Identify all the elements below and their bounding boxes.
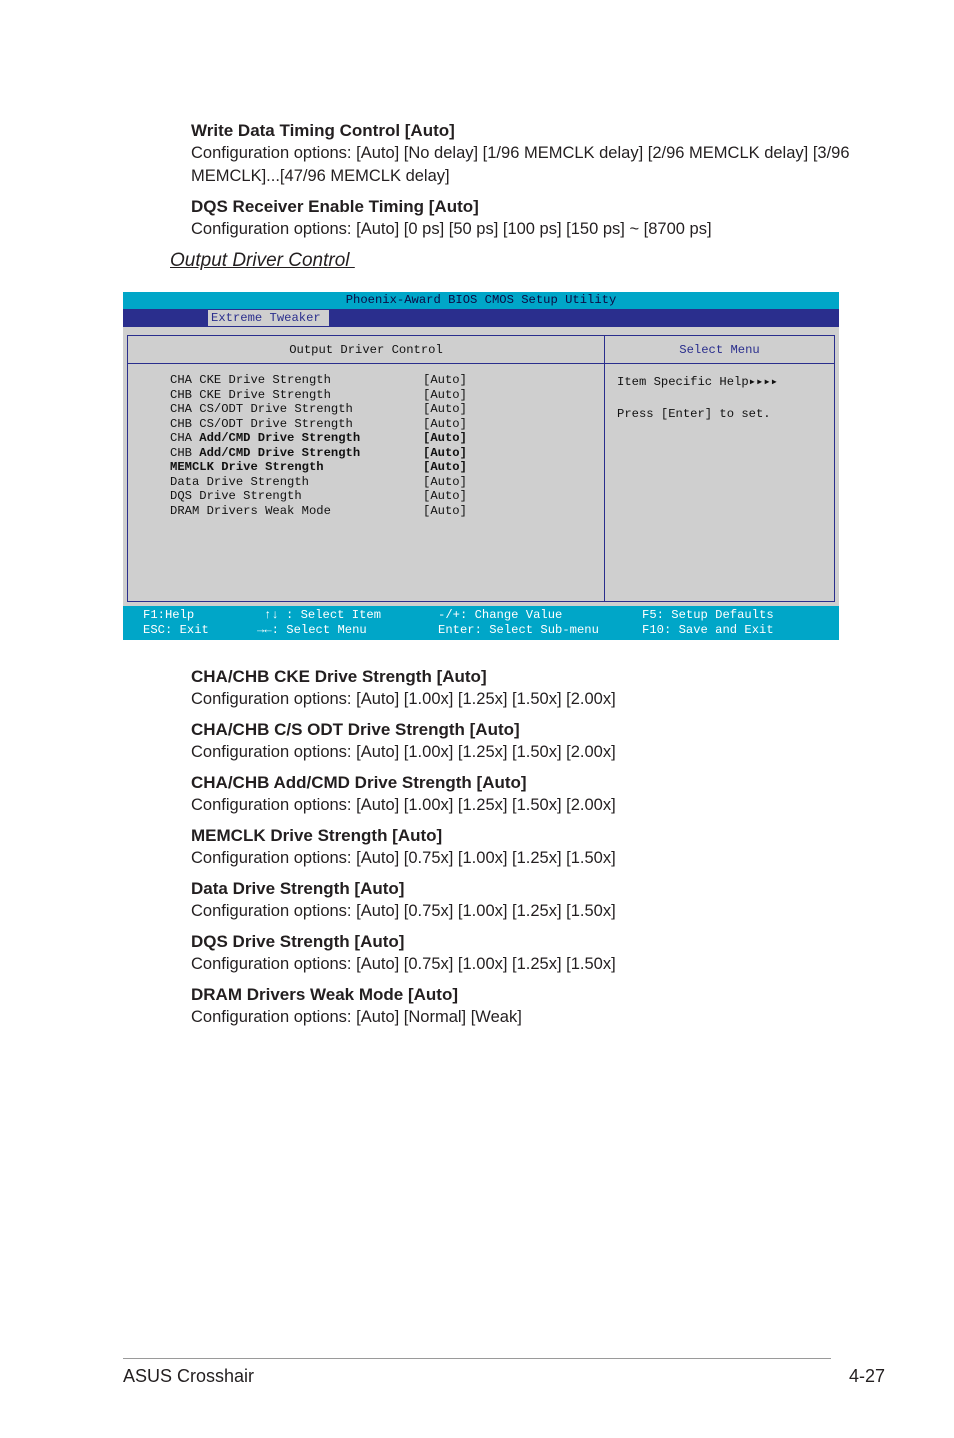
key-save-exit: F10: Save and Exit (642, 623, 774, 637)
bios-item-dram-weak[interactable] (170, 504, 483, 519)
csodt-drive-section (191, 718, 851, 764)
footer-title: ASUS Crosshair (123, 1366, 255, 1386)
section-title: Data Drive Strength [Auto] (191, 879, 405, 898)
section-body: Configuration options: [Auto] [No delay] [1/96 MEMCLK delay] [2/96 MEMCLK delay] [3/96 MEMCLK]...[47/96 MEMCLK delay] (191, 144, 850, 185)
bios-item-cha-cke[interactable] (170, 373, 483, 388)
key-enter-submenu: Enter: Select Sub-menu (438, 623, 599, 637)
bios-item-list (170, 373, 483, 518)
section-body: Configuration options: [Auto] [Normal] [Weak] (191, 1008, 522, 1026)
item-value: [Auto] (423, 489, 467, 503)
page-number: 4-27 (848, 1366, 885, 1386)
bios-item-chb-addcmd[interactable]: CHB Add/CMD Drive Strength [Auto] (170, 446, 483, 461)
key-esc-exit: ESC: Exit (143, 623, 209, 637)
bios-item-data-drive[interactable] (170, 475, 483, 490)
item-label: Data Drive Strength (170, 474, 309, 489)
item-value: [Auto] (423, 416, 467, 431)
item-label: DQS Drive Strength (170, 489, 302, 503)
section-title: DRAM Drivers Weak Mode [Auto] (191, 985, 458, 1004)
section-body: Configuration options: [Auto] [1.00x] [1.25x] [1.50x] [2.00x] (191, 743, 616, 761)
item-label: Add/CMD Drive Strength (199, 431, 361, 445)
item-value: [Auto] (423, 460, 467, 474)
item-label: CHA CKE Drive Strength (170, 373, 331, 387)
section-title: Write Data Timing Control [Auto] (191, 121, 455, 140)
bios-screen (123, 292, 839, 640)
section-body: Configuration options: [Auto] [0.75x] [1.00x] [1.25x] [1.50x] (191, 849, 616, 867)
bios-item-chb-cke[interactable] (170, 388, 483, 403)
dqs-receiver-section (191, 195, 851, 241)
item-label: CHB CS/ODT Drive Strength (170, 416, 353, 431)
section-title: CHA/CHB C/S ODT Drive Strength [Auto] (191, 720, 520, 739)
item-value: [Auto] (423, 373, 467, 387)
section-body: Configuration options: [Auto] [0 ps] [50 ps] [100 ps] [150 ps] ~ [8700 ps] (191, 220, 712, 238)
bios-menu-bar (123, 309, 839, 327)
subsection-heading: Output Driver Control (170, 250, 355, 271)
bios-key-legend (123, 606, 839, 640)
item-label: CHB CKE Drive Strength (170, 387, 331, 402)
bios-main-panel (127, 335, 605, 602)
section-body: Configuration options: [Auto] [1.00x] [1.25x] [1.50x] [2.00x] (191, 690, 616, 708)
item-value: [Auto] (423, 503, 467, 518)
bios-item-memclk[interactable] (170, 460, 483, 475)
section-title: DQS Drive Strength [Auto] (191, 932, 405, 951)
section-title: CHA/CHB Add/CMD Drive Strength [Auto] (191, 773, 527, 792)
item-label: MEMCLK Drive Strength (170, 460, 324, 474)
section-body: Configuration options: [Auto] [0.75x] [1.00x] [1.25x] [1.50x] (191, 902, 616, 920)
tab-extreme-tweaker[interactable]: Extreme Tweaker (208, 310, 329, 326)
bios-item-cha-addcmd[interactable]: CHA Add/CMD Drive Strength [Auto] (170, 431, 483, 446)
help-text: Item Specific Help▸▸▸▸ Press [Enter] to set. (617, 375, 778, 421)
item-label: Add/CMD Drive Strength (199, 445, 361, 460)
dqs-drive-section (191, 930, 851, 976)
footer-divider (123, 1358, 831, 1359)
item-value: [Auto] (423, 431, 467, 445)
help-panel-title: Select Menu (605, 336, 834, 364)
key-change-value: -/+: Change Value (438, 608, 563, 622)
key-select-menu: →←: Select Menu (257, 623, 367, 637)
section-title: CHA/CHB CKE Drive Strength [Auto] (191, 667, 487, 686)
write-data-timing-section (191, 119, 851, 188)
data-drive-section (191, 877, 851, 923)
section-body: Configuration options: [Auto] [1.00x] [1.25x] [1.50x] [2.00x] (191, 796, 616, 814)
bios-item-cha-csodt[interactable] (170, 402, 483, 417)
bios-item-chb-csodt[interactable] (170, 417, 483, 432)
item-value: [Auto] (423, 402, 467, 416)
bios-item-dqs-drive[interactable] (170, 489, 483, 504)
section-title: MEMCLK Drive Strength [Auto] (191, 826, 443, 845)
bios-title-bar: Phoenix-Award BIOS CMOS Setup Utility (123, 292, 839, 309)
dram-weak-section (191, 983, 851, 1029)
item-value: [Auto] (423, 474, 467, 489)
memclk-drive-section (191, 824, 851, 870)
key-select-item: ↑↓ : Select Item (264, 608, 382, 622)
item-value: [Auto] (423, 387, 467, 402)
key-setup-defaults: F5: Setup Defaults (642, 608, 774, 622)
item-value: [Auto] (423, 445, 467, 460)
section-body: Configuration options: [Auto] [0.75x] [1.00x] [1.25x] [1.50x] (191, 955, 616, 973)
item-label: CHA CS/ODT Drive Strength (170, 402, 353, 416)
addcmd-drive-section (191, 771, 851, 817)
item-label: DRAM Drivers Weak Mode (170, 503, 331, 518)
panel-title: Output Driver Control (128, 336, 604, 364)
cke-drive-section (191, 665, 851, 711)
bios-help-panel (604, 335, 835, 602)
key-f1-help: F1:Help (143, 608, 195, 622)
section-title: DQS Receiver Enable Timing [Auto] (191, 197, 479, 216)
